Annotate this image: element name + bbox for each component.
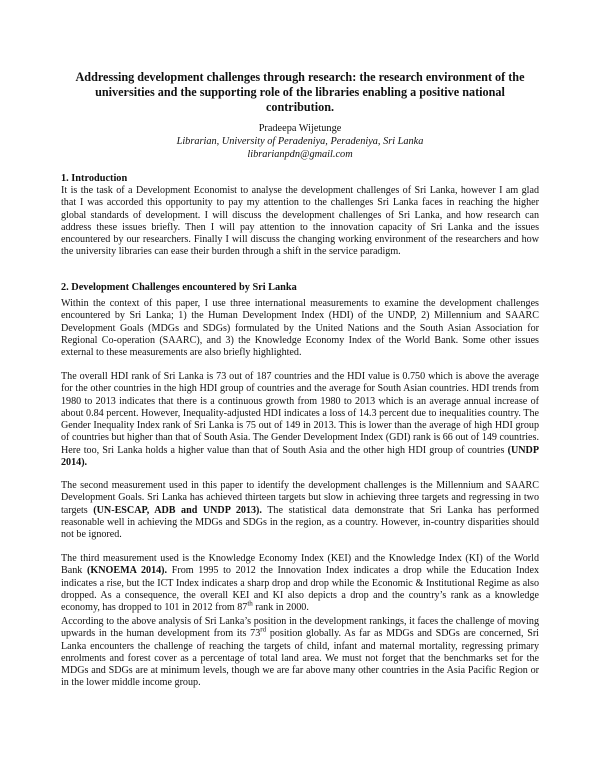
citation: (UN-ESCAP, ADB and UNDP 2013). [93,504,262,516]
development-paragraph-2 [61,371,539,469]
paragraph-text: rank in 2000. [255,602,309,613]
paragraph-text: position globally. As far as MDGs and SDGs are concerned, Sri Lanka encounters the challenge of reaching the targets of child, infant and maternal mortality, regressing primary enrolments and forest cover as a percentage of total land area. We must not forget that the benchmarks set for the MDGs and SDGs are at minimum levels, though we are far above many other countries in the Asia Pacific Region or in the lower middle income group. [61,628,539,689]
paragraph-text: From 1995 to 2012 the Innovation Index indicates a drop while the Education Index indicates a rise, but the ICT Index indicates a sharp drop and drop while the Economic & Institutional Regime as also dropped. As a consequence, the overall KEI and KI also depicts a drop and the country’s rank as a knowledge economy, has dropped to 101 in 2012 from 87 [61,565,539,613]
development-paragraph-4 [61,553,539,614]
development-paragraph-3 [61,480,539,541]
development-paragraph-1: Within the context of this paper, I use three international measurements to examine the development challenges encountered by Sri Lanka; 1) the Human Development Index (HDI) of the UNDP, 2) Millennium and SAARC Development Goals (MDGs and SDGs) formulated by the United Nations and the South Asian Association for Regional Co-operation (SAARC), and 3) the Knowledge Economy Index of the World Bank. Some other issues external to these measurements are also briefly highlighted. [61,298,539,358]
paragraph-text: According to the above analysis of Sri Lanka’s position in the development rankings, it faces the challenge of moving upwards in the human development from its 73 [61,616,539,640]
author-email: librarianpdn@gmail.com [247,149,353,160]
superscript: rd [260,625,267,634]
paragraph-text: The third measurement used is the Knowledge Economy Index (KEI) and the Knowledge Index (KI) of the World Bank [61,553,539,577]
superscript: th [247,599,253,608]
section-heading-introduction: 1. Introduction [61,173,128,184]
paragraph-text: The statistical data demonstrate that Sri Lanka has performed reasonable well in achieving the MDGs and SDGs in the region, as a country. However, in-country disparities should not be ignored. [61,504,539,540]
author-affiliation: Librarian, University of Peradeniya, Peradeniya, Sri Lanka [176,136,424,147]
paragraph-text: The overall HDI rank of Sri Lanka is 73 out of 187 countries and the HDI value is 0.750 which is above the average for the other countries in the high HDI group of countries and the average for South Asian countries. HDI trends from 1980 to 2013 indicates that there is a continuous growth from 1980 to 2013 which is an average annual increase of about 0.84 percent. However, Inequality-adjusted HDI indicates a loss of 14.3 percent due to inequalities country. The Gender Inequality Index rank of Sri Lanka is 75 out of 149 in 2013. This is lower than the average of high HDI group of countries but higher than that of South Asia. The Gender Development Index (GDI) rank is 66 out of 149 countries. Here too, Sri Lanka holds a higher value than that of South Asia and the other high HDI group of countries [61,371,539,456]
author-name: Pradeepa Wijetunge [258,123,342,134]
citation: (UNDP 2014). [61,444,539,468]
development-paragraph-5 [61,616,539,690]
citation: (KNOEMA 2014). [86,565,168,577]
intro-paragraph: It is the task of a Development Economist to analyse the development challenges of Sri Lanka, however I am glad that I was accorded this opportunity to pay my attention to the challenges Sri Lanka faces in reaching the higher global standards of development. I will discuss the development challenges of Sri Lanka, and how research can address these issues briefly. Then I will pay attention to the innovation capacity of Sri Lanka and the issues encountered by our researchers. Finally I will discuss the changing working environment of the researchers and how the university libraries can ease their burden through a shift in the service paradigm. [61,185,539,258]
paper-title: Addressing development challenges through research: the research environment of the universities and the supporting role of the libraries enabling a positive national contribution. [75,70,525,114]
paragraph-text: The second measurement used in this paper to identify the development challenges is the Millennium and SAARC Development Goals. Sri Lanka has achieved thirteen targets but slow in achieving three targets and regressing in two targets [61,480,539,516]
section-heading-development-challenges: 2. Development Challenges encountered by Sri Lanka [61,282,297,293]
